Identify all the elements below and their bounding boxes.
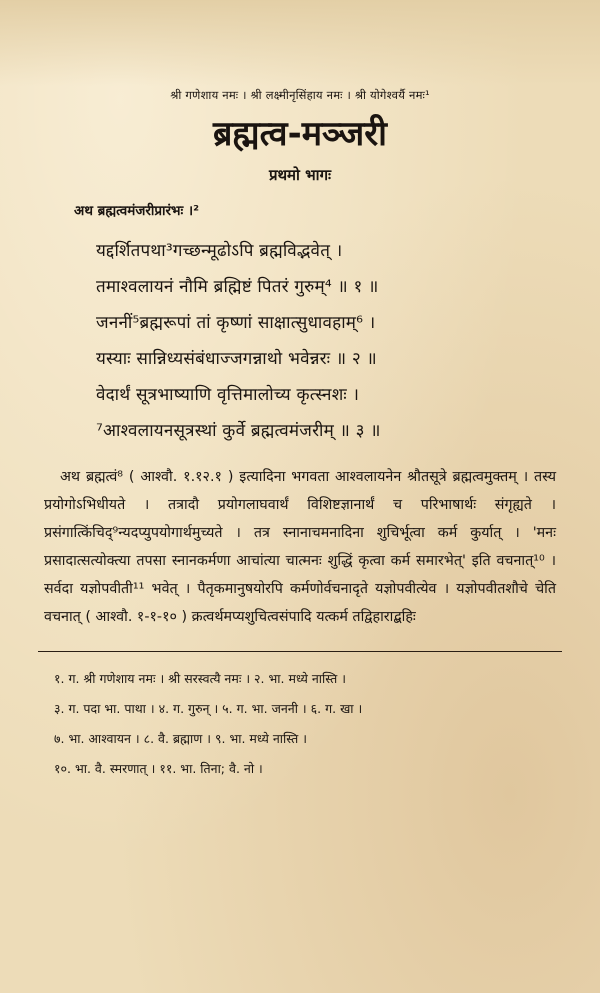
footnotes [44,664,556,784]
verse-line: यद्दर्शितपथा³गच्छन्मूढोऽपि ब्रह्मविद्भवेत् । [96,241,343,261]
verse-line: यस्याः सान्निध्यसंबंधाज्जगन्नाथो भवेन्नरः ॥ २ ॥ [96,349,377,369]
footnote-divider [38,651,562,652]
opening-line: अथ ब्रह्मत्वमंजरीप्रारंभः ।² [74,203,199,219]
page-title: ब्रह्मत्व-मञ्जरी [213,114,387,154]
invocation-line: श्री गणेशाय नमः । श्री लक्ष्मीनृसिंहाय नमः । श्री योगेश्वर्यै नमः¹ [170,88,430,102]
footnote-line: ३. ग. पदा भा. पाथा । ४. ग. गुरुन् । ५. ग. भा. जननी । ६. ग. खा । [54,701,363,716]
paper-show-through [0,0,600,86]
part-heading: प्रथमो भागः [268,166,332,184]
verse-line: वेदार्थं सूत्रभाष्याणि वृत्तिमालोच्य कृत्स्नशः । [96,385,360,405]
verse-line: ⁷आश्वलायनसूत्रस्थां कुर्वे ब्रह्मत्वमंजरीम् ॥ ३ ॥ [96,421,381,441]
verse-block [44,233,556,449]
verse-line: जननीं⁵ब्रह्मरूपां तां कृष्णां साक्षात्सुधावहाम्⁶ । [96,313,376,333]
footnote-line: १. ग. श्री गणेशाय नमः । श्री सरस्वत्यै नमः । २. भा. मध्ये नास्ति । [54,671,346,686]
commentary-paragraph: अथ ब्रह्मत्वं⁸ ( आश्वौ. १.१२.१ ) इत्यादिना भगवता आश्वलायनेन श्रौतसूत्रे ब्रह्मत्वमुक्तम् । तस्य प्रयोगोऽभिधीयते । तत्रादौ प्रयोगलाघवार्थं विशिष्टज्ञानार्थं च परिभाषार्थः संगृह्यते । प्रसंगात्किंचिद्⁹न्यदप्युपयोगार्थमुच्यते । तत्र स्नानाचमनादिना शुचिर्भूत्वा कर्म कुर्यात् । 'मनः प्रसादात्सत्योक्त्या तपसा स्नानकर्मणा आचांत्या चात्मनः शुद्धिं कृत्वा कर्म समारभेत्' इति वचनात्¹⁰ । सर्वदा यज्ञोपवीती¹¹ भवेत् । पैतृकमानुषयोरपि कर्मणोर्वचनादृते यज्ञोपवीत्येव । यज्ञोपवीतशौचे चेति वचनात् ( आश्वौ. १-१-१० ) क्रत्वर्थमप्यशुचित्वसंपादि यत्कर्म तद्विहाराद्बहिः [44,469,556,625]
footnote-line: ७. भा. आश्वायन । ८. वै. ब्रह्माण । ९. भा. मध्ये नास्ति । [54,731,307,746]
verse-line: तमाश्वलायनं नौमि ब्रह्मिष्टं पितरं गुरुम्⁴ ॥ १ ॥ [96,277,379,297]
footnote-line: १०. भा. वै. स्मरणात् । ११. भा. तिना; वै. नो । [54,761,263,776]
